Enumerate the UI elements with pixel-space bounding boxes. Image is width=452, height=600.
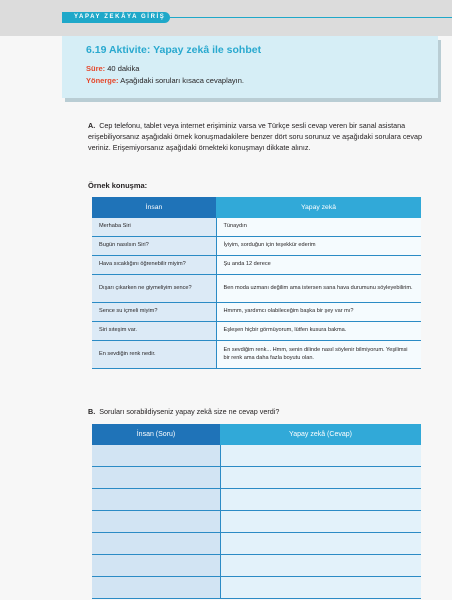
instruction-label: Yönerge: [86,76,119,85]
answer-row [92,533,421,555]
answer-cell-human[interactable] [92,467,220,489]
example-header-human: İnsan [92,197,216,218]
answer-cell-ai[interactable] [220,555,421,577]
ai-cell: Şu anda 12 derece [216,256,421,275]
instruction-text: Aşağıdaki soruları kısaca cevaplayın. [120,76,244,85]
answer-row [92,489,421,511]
answer-cell-human[interactable] [92,533,220,555]
duration-line [86,64,139,73]
ai-cell: Hmmm, yardımcı olabileceğim başka bir şey var mı? [216,303,421,322]
question-b-text: Soruları sorabildiyseniz yapay zekâ size ne cevap verdi? [99,407,280,416]
example-header-ai: Yapay zekâ [216,197,421,218]
table-row [92,237,421,256]
example-title: Örnek konuşma: [88,181,148,190]
human-cell: Dışarı çıkarken ne giymeliyim sence? [92,275,216,303]
answer-row [92,467,421,489]
answer-cell-ai[interactable] [220,577,421,599]
human-cell: Sence su içmeli miyim? [92,303,216,322]
answer-header-ai: Yapay zekâ (Cevap) [220,424,421,445]
table-row [92,341,421,369]
table-row [92,322,421,341]
ai-cell: Ben moda uzmanı değilim ama istersen sana hava durumunu söyleyebilirim. [216,275,421,303]
chapter-line [170,17,452,18]
answer-cell-ai[interactable] [220,489,421,511]
chapter-tab: YAPAY ZEKÂYA GİRİŞ [62,12,170,23]
answer-header-human: İnsan (Soru) [92,424,220,445]
ai-cell: İyiyim, sorduğun için teşekkür ederim [216,237,421,256]
duration-label: Süre: [86,64,106,73]
answer-cell-human[interactable] [92,555,220,577]
table-row [92,256,421,275]
question-a-text: Cep telefonu, tablet veya internet erişiminiz varsa ve Türkçe sesli cevap veren bir sanal asistana erişebiliyorsanız aşağıdaki örnek konuşmadakilere benzer dört soru sorunuz ve aşağıdaki sorulara cevap veriniz. Erişemiyorsanız aşağıdaki örnekteki konuşmayı dikkate alınız. [88,121,422,152]
human-cell: En sevdiğin renk nedir. [92,341,216,369]
question-b [88,406,428,417]
ai-cell: Tünaydın [216,218,421,237]
human-cell: Bugün nasılsın Siri? [92,237,216,256]
question-a-marker: A. [88,121,96,130]
activity-box [62,36,438,98]
ai-cell: Eşleşen hiçbir görmüyorum, lütfen kusura bakma. [216,322,421,341]
activity-title: 6.19 Aktivite: Yapay zekâ ile sohbet [86,44,262,56]
answer-cell-ai[interactable] [220,511,421,533]
answer-cell-ai[interactable] [220,467,421,489]
answer-row [92,511,421,533]
answer-cell-human[interactable] [92,489,220,511]
table-row [92,218,421,237]
answer-cell-human[interactable] [92,511,220,533]
duration-value: 40 dakika [107,64,140,73]
answer-table [92,424,421,599]
question-b-marker: B. [88,407,96,416]
answer-table-body [92,445,421,599]
answer-row [92,577,421,599]
human-cell: Siri sıteşim var. [92,322,216,341]
question-a [88,120,428,153]
human-cell: Hava sıcaklığını öğrenebilir miyim? [92,256,216,275]
answer-cell-ai[interactable] [220,533,421,555]
table-row [92,303,421,322]
human-cell: Merhaba Siri [92,218,216,237]
answer-cell-human[interactable] [92,577,220,599]
instruction-line [86,76,244,85]
answer-cell-human[interactable] [92,445,220,467]
answer-cell-ai[interactable] [220,445,421,467]
table-row [92,275,421,303]
answer-row [92,555,421,577]
answer-row [92,445,421,467]
ai-cell: En sevdiğim renk... Hmm, senin dilinde nasıl söylenir bilmiyorum. Yeşilimsi bir renk ama daha fazla boyutu olan. [216,341,421,369]
example-table [92,197,421,369]
